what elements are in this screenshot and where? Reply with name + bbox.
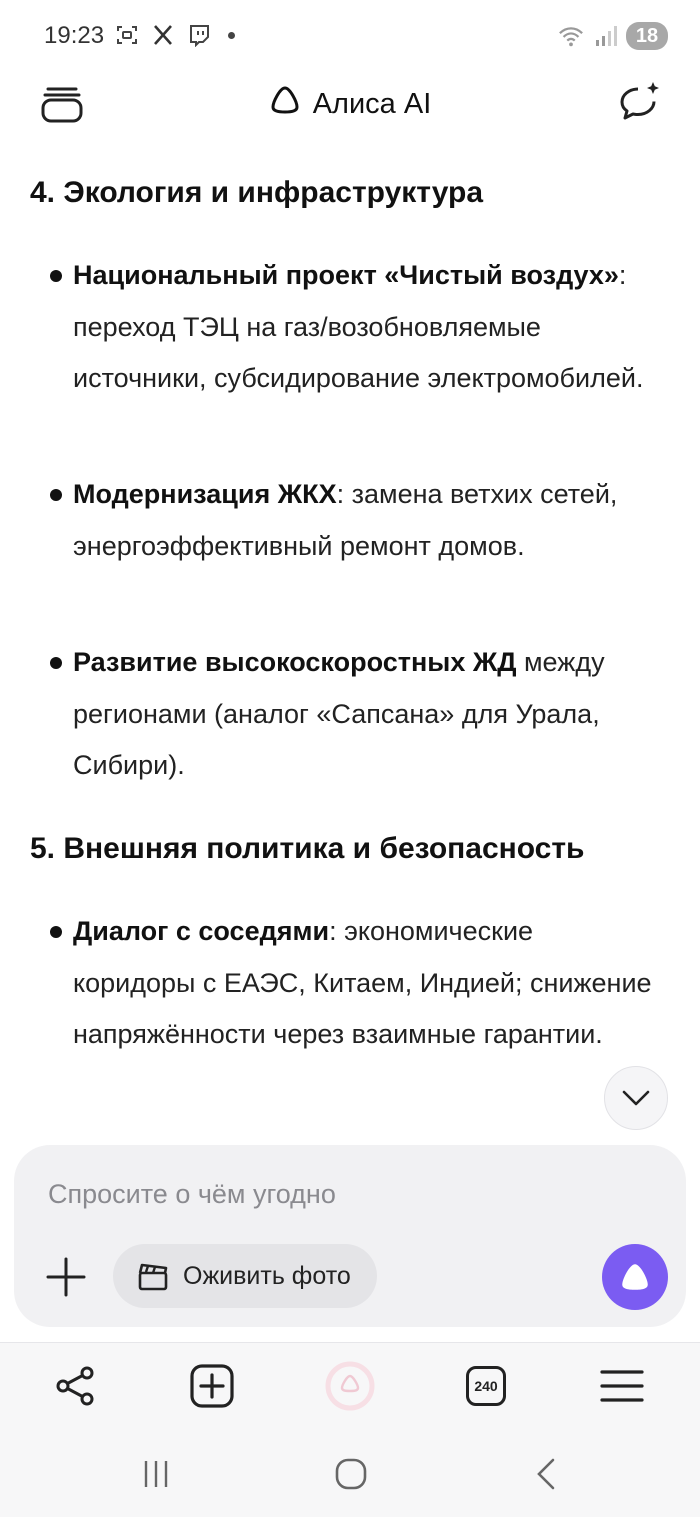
share-icon[interactable]	[52, 1363, 98, 1409]
system-navigation	[0, 1432, 700, 1517]
clapperboard-icon	[137, 1260, 169, 1292]
list-item-bold: Национальный проект «Чистый воздух»	[73, 260, 619, 290]
add-tab-icon[interactable]	[189, 1363, 235, 1409]
list-item	[73, 637, 653, 792]
status-time: 19:23	[44, 22, 105, 49]
app-header	[0, 72, 700, 136]
animate-photo-button[interactable]	[113, 1244, 377, 1308]
page-title	[0, 84, 700, 124]
list-item-text: : переход ТЭЦ на газ/возобновляемые источники, субсидирование электромобилей.	[73, 260, 644, 393]
alice-voice-button[interactable]	[602, 1244, 668, 1310]
tabs-count-icon[interactable]	[463, 1363, 509, 1409]
signal-icon	[592, 23, 618, 49]
alice-home-icon[interactable]	[325, 1361, 375, 1411]
section-heading: 5. Внешняя политика и безопасность	[30, 832, 585, 865]
list-item-bold: Модернизация ЖКХ	[73, 479, 337, 509]
home-icon[interactable]	[331, 1454, 371, 1494]
dot-icon	[228, 32, 235, 39]
chat-message	[0, 150, 700, 1150]
bottom-navigation	[0, 1342, 700, 1432]
list-item-text: между регионами (аналог «Сапсана» для Урала, Сибири).	[73, 647, 605, 780]
bullet-icon	[50, 270, 62, 282]
recent-apps-icon[interactable]	[136, 1454, 176, 1494]
list-item	[73, 250, 653, 405]
bullet-icon	[50, 926, 62, 938]
message-input[interactable]: Спросите о чём угодно	[48, 1179, 336, 1209]
x-icon	[150, 22, 176, 48]
chevron-down-icon	[621, 1089, 651, 1107]
new-chat-icon[interactable]	[616, 80, 662, 126]
section-heading: 4. Экология и инфраструктура	[30, 176, 484, 209]
bullet-icon	[50, 489, 62, 501]
status-system-icons	[558, 22, 668, 50]
screenshot-icon	[114, 22, 140, 48]
alice-logo-icon	[269, 84, 301, 124]
app-title: Алиса AI	[312, 87, 432, 120]
scroll-down-button[interactable]	[604, 1066, 668, 1130]
back-icon[interactable]	[527, 1454, 567, 1494]
list-item-bold: Диалог с соседями	[73, 916, 330, 946]
wifi-icon	[558, 23, 584, 49]
list-item-text: : замена ветхих сетей, энергоэффективный ремонт домов.	[73, 479, 618, 561]
battery-icon: 18	[626, 22, 668, 50]
menu-icon[interactable]	[599, 1363, 645, 1409]
list-item	[73, 906, 653, 1061]
list-item	[73, 469, 653, 572]
status-notification-icons	[114, 22, 235, 48]
tabs-count: 240	[466, 1366, 506, 1406]
status-bar	[0, 0, 700, 72]
list-item-bold: Развитие высокоскоростных ЖД	[73, 647, 517, 677]
list-item-text: : экономические коридоры с ЕАЭС, Китаем, Индией; снижение напряжённости через взаимные гарантии.	[73, 916, 652, 1049]
bullet-icon	[50, 657, 62, 669]
attach-plus-icon[interactable]	[44, 1255, 88, 1299]
alice-logo-icon	[618, 1260, 652, 1294]
message-composer	[14, 1145, 686, 1327]
chip-label: Оживить фото	[183, 1261, 351, 1290]
twitch-icon	[186, 22, 212, 48]
